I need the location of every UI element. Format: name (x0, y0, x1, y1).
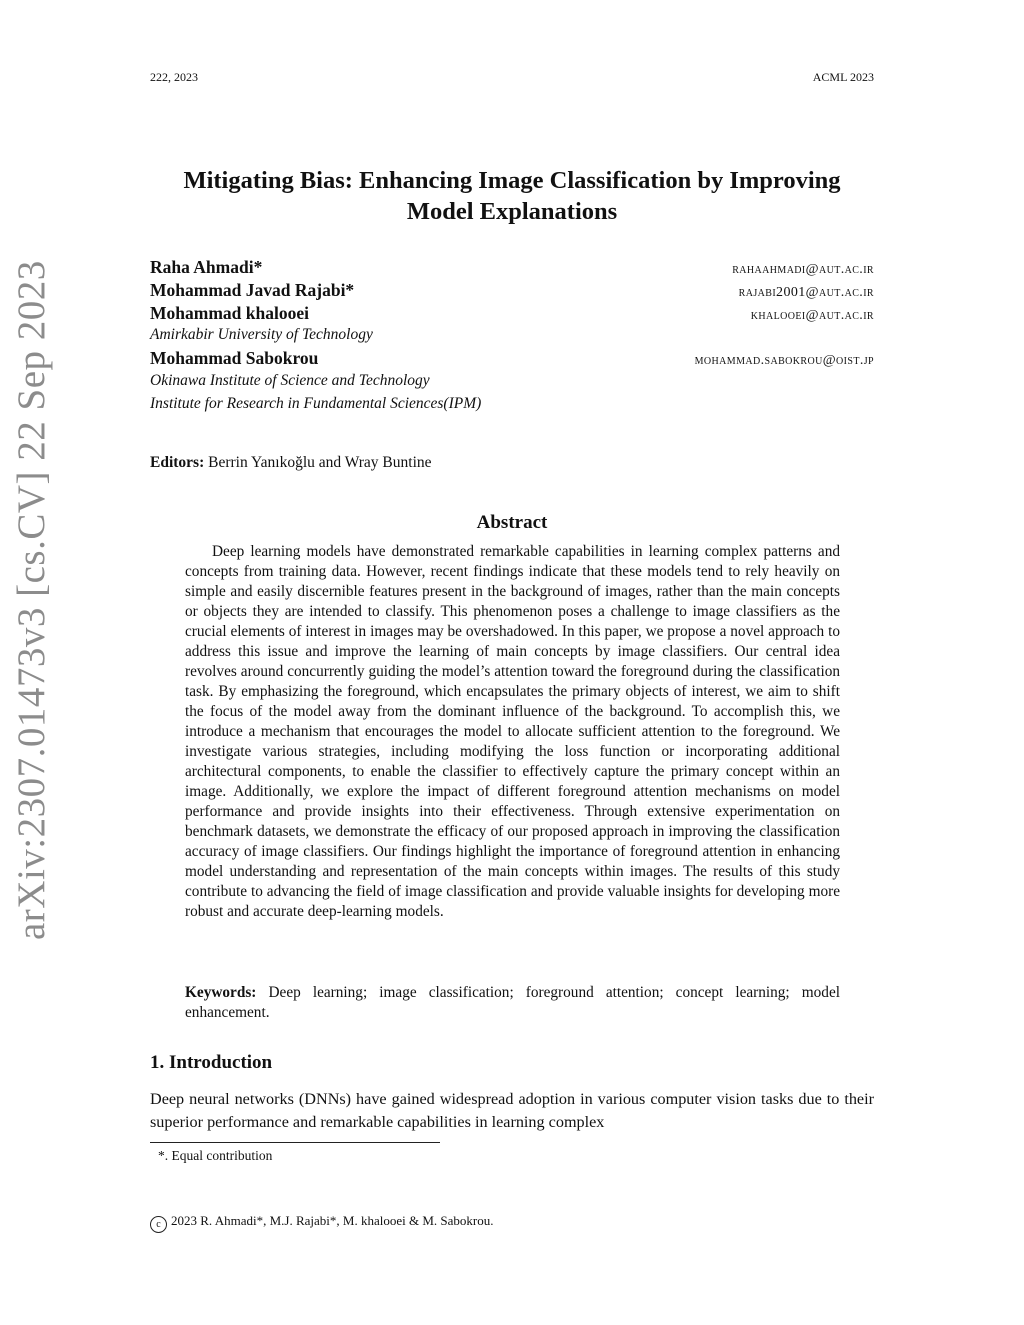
author-row (150, 280, 874, 303)
abstract-heading: Abstract (476, 512, 548, 533)
footnote-rule (150, 1142, 440, 1143)
author-name: Mohammad Javad Rajabi* (150, 280, 355, 300)
author-name: Raha Ahmadi* (150, 257, 263, 277)
arxiv-stamp: arXiv:2307.01473v3 [cs.CV] 22 Sep 2023 (10, 260, 53, 940)
section-heading-introduction: 1. Introduction (150, 1052, 273, 1073)
affiliation-aut: Amirkabir University of Technology (150, 326, 373, 343)
running-header-left: 222, 2023 (150, 70, 198, 84)
running-header-right: ACML 2023 (812, 70, 874, 84)
author-name: Mohammad Sabokrou (150, 348, 319, 368)
editors-line (150, 454, 432, 472)
abstract-body: Deep learning models have demonstrated remarkable capabilities in learning complex patterns and concepts from training data. However, recent findings indicate that these models tend to rely heavily on simple and easily discernible features present in the background of images, rather than the main concepts or objects they are intended to classify. This phenomenon poses a challenge to image classifiers as the crucial elements of interest in images may be overshadowed. In this paper, we propose a novel approach to address this issue and improve the learning of main concepts by image classifiers. Our central idea revolves around concurrently guiding the model’s attention toward the foreground during the classification task. By emphasizing the foreground, which encapsulates the primary objects of interest, we aim to shift the focus of the model away from the dominant influence of the background. To accomplish this, we introduce a mechanism that encourages the model to allocate sufficient attention to the foreground. We investigate various strategies, including modifying the loss function or incorporating additional architectural components, to enable the classifier to effectively capture the primary concept within an image. Additionally, we explore the impact of different foreground attention mechanisms on model performance and provide insights into their effectiveness. Through extensive experimentation on benchmark datasets, we demonstrate the efficacy of our proposed approach in improving the classification accuracy of image classifiers. Our findings highlight the importance of foreground attention in enhancing model understanding and representation of the main concepts within images. The results of this study contribute to advancing the field of image classification and provide valuable insights for developing more robust and accurate deep-learning models. (185, 543, 840, 920)
keywords (185, 983, 840, 1023)
author-row (150, 257, 874, 280)
keywords-text: Deep learning; image classification; foreground attention; concept learning; model enhancement. (185, 984, 840, 1021)
editors-names: Berrin Yanıkoğlu and Wray Buntine (208, 454, 432, 471)
keywords-label: Keywords: (185, 984, 257, 1001)
affiliation-oist: Okinawa Institute of Science and Technology (150, 372, 430, 389)
author-email[interactable]: rahaahmadi@aut.ac.ir (732, 262, 874, 277)
affiliation-ipm: Institute for Research in Fundamental Sciences(IPM) (150, 395, 482, 412)
author-email[interactable]: mohammad.sabokrou@oist.jp (694, 353, 874, 368)
copyright-icon: c (150, 1216, 167, 1233)
author-name: Mohammad khalooei (150, 303, 309, 323)
author-email[interactable]: rajabi2001@aut.ac.ir (738, 285, 874, 300)
copyright-line (150, 1213, 493, 1233)
introduction-body: Deep neural networks (DNNs) have gained widespread adoption in various computer vision tasks due to their superior performance and remarkable capabilities in learning complex (150, 1090, 874, 1131)
footnote: *. Equal contribution (158, 1148, 273, 1163)
author-row (150, 303, 874, 326)
paper-title: Mitigating Bias: Enhancing Image Classification by Improving Model Explanations (183, 167, 841, 225)
copyright-text: 2023 R. Ahmadi*, M.J. Rajabi*, M. khalooei & M. Sabokrou. (171, 1213, 494, 1228)
author-email[interactable]: khalooei@aut.ac.ir (750, 308, 874, 323)
author-row (150, 348, 874, 371)
editors-label: Editors: (150, 454, 205, 471)
